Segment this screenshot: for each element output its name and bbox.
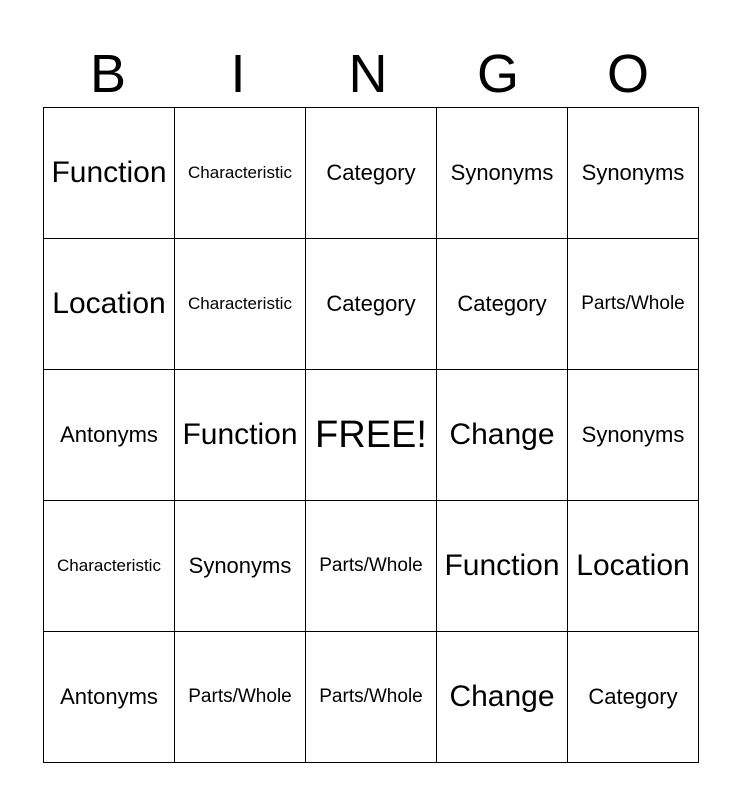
header-letter-o: O xyxy=(606,44,649,104)
card-row-2 xyxy=(44,239,699,370)
bingo-cell[interactable]: Function xyxy=(44,108,175,239)
card-row-4 xyxy=(44,501,699,632)
bingo-cell[interactable]: Change xyxy=(437,370,568,501)
bingo-card xyxy=(43,107,699,763)
bingo-cell[interactable]: Category xyxy=(437,239,568,370)
bingo-cell[interactable]: Synonyms xyxy=(568,370,699,501)
bingo-cell[interactable]: Category xyxy=(306,108,437,239)
header-letter-b: B xyxy=(89,44,127,104)
bingo-cell[interactable]: Function xyxy=(437,501,568,632)
bingo-cell[interactable]: Category xyxy=(568,632,699,763)
header-letter-i: I xyxy=(230,44,246,104)
free-space-cell[interactable]: FREE! xyxy=(306,370,437,501)
card-row-1 xyxy=(44,108,699,239)
card-row-3 xyxy=(44,370,699,501)
bingo-cell[interactable]: Synonyms xyxy=(568,108,699,239)
bingo-header xyxy=(43,40,693,108)
bingo-cell[interactable]: Characteristic xyxy=(175,239,306,370)
bingo-cell[interactable]: Parts/Whole xyxy=(306,632,437,763)
bingo-cell[interactable]: Location xyxy=(44,239,175,370)
bingo-cell[interactable]: Parts/Whole xyxy=(175,632,306,763)
bingo-cell[interactable]: Characteristic xyxy=(44,501,175,632)
header-letter-n: N xyxy=(348,44,388,104)
card-row-5 xyxy=(44,632,699,763)
bingo-cell[interactable]: Synonyms xyxy=(437,108,568,239)
bingo-cell[interactable]: Antonyms xyxy=(44,370,175,501)
bingo-cell[interactable]: Parts/Whole xyxy=(306,501,437,632)
bingo-cell[interactable]: Parts/Whole xyxy=(568,239,699,370)
bingo-cell[interactable]: Category xyxy=(306,239,437,370)
bingo-cell[interactable]: Antonyms xyxy=(44,632,175,763)
bingo-cell[interactable]: Function xyxy=(175,370,306,501)
bingo-cell[interactable]: Characteristic xyxy=(175,108,306,239)
header-letter-g: G xyxy=(476,44,519,104)
bingo-cell[interactable]: Change xyxy=(437,632,568,763)
bingo-cell[interactable]: Synonyms xyxy=(175,501,306,632)
bingo-cell[interactable]: Location xyxy=(568,501,699,632)
